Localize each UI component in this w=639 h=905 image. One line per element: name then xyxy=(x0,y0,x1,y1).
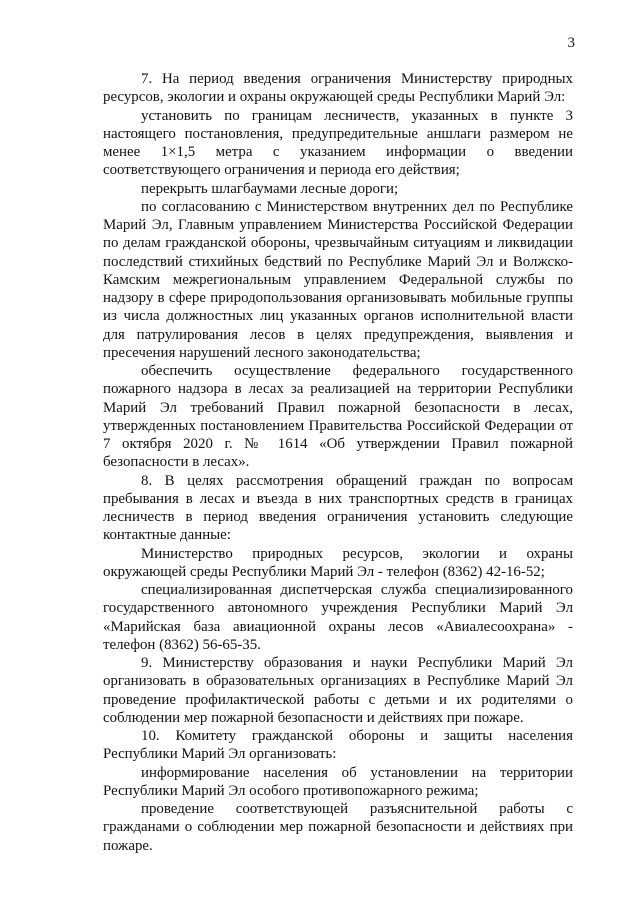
paragraph-7: 7. На период введения ограничения Министерству природных ресурсов, экологии и охраны окружающей среды Республики Марий Эл: xyxy=(103,71,573,106)
document-body xyxy=(103,70,573,855)
paragraph-10-explanatory-work: проведение соответствующей разъяснительной работы с гражданами о соблюдении мер пожарной безопасности и действиях при пожаре. xyxy=(103,801,573,854)
page-number: 3 xyxy=(567,35,575,51)
paragraph-10: 10. Комитету гражданской обороны и защиты населения Республики Марий Эл организовать: xyxy=(103,728,573,763)
paragraph-7-install-signs: установить по границам лесничеств, указанных в пункте 3 настоящего постановления, предупредительные аншлаги размером не менее 1×1,5 метра с указанием информации о введении соответствующего ограничения и периода его действия; xyxy=(103,107,573,179)
paragraph-10-inform-population: информирование населения об установлении на территории Республики Марий Эл особого противопожарного режима; xyxy=(103,764,573,799)
paragraph-8-dispatch-contact: специализированная диспетчерская служба специализированного государственного автономного учреждения Республики Марий Эл «Марийская база авиационной охраны лесов «Авиалесоохрана» - телефон (8362) 56-65-35. xyxy=(103,582,573,653)
paragraph-8: 8. В целях рассмотрения обращений граждан по вопросам пребывания в лесах и въезда в них транспортных средств в границах лесничеств в период введения ограничения установить следующие контактные данные: xyxy=(103,472,573,544)
paragraph-8-ministry-contact: Министерство природных ресурсов, экологии и охраны окружающей среды Республики Марий Эл - телефон (8362) 42-16-52; xyxy=(103,545,573,580)
paragraph-7-fire-supervision: обеспечить осуществление федерального государственного пожарного надзора в лесах за реализацией на территории Республики Марий Эл требований Правил пожарной безопасности в лесах, утвержденных постановлением Правительства Российской Федерации от 7 октября 2020 г. № 1614 «Об утверждении Правил пожарной безопасности в лесах». xyxy=(103,363,573,471)
paragraph-7-block-roads: перекрыть шлагбаумами лесные дороги; xyxy=(141,180,399,197)
paragraph-9: 9. Министерству образования и науки Республики Марий Эл организовать в образовательных организациях в Республике Марий Эл проведение профилактической работы с детьми и их родителями о соблюдении мер пожарной безопасности и действиях при пожаре. xyxy=(103,655,573,726)
paragraph-7-mobile-groups: по согласованию с Министерством внутренних дел по Республике Марий Эл, Главным управлением Министерства Российской Федерации по делам гражданской обороны, чрезвычайным ситуациям и ликвидации последствий стихийных бедствий по Республике Марий Эл и Волжско-Камским межрегиональным управлением Федеральной службы по надзору в сфере природопользования организовывать мобильные группы из числа должностных лиц указанных органов исполнительной власти для патрулирования лесов в целях предупреждения, выявления и пресечения нарушений лесного законодательства; xyxy=(103,198,573,361)
